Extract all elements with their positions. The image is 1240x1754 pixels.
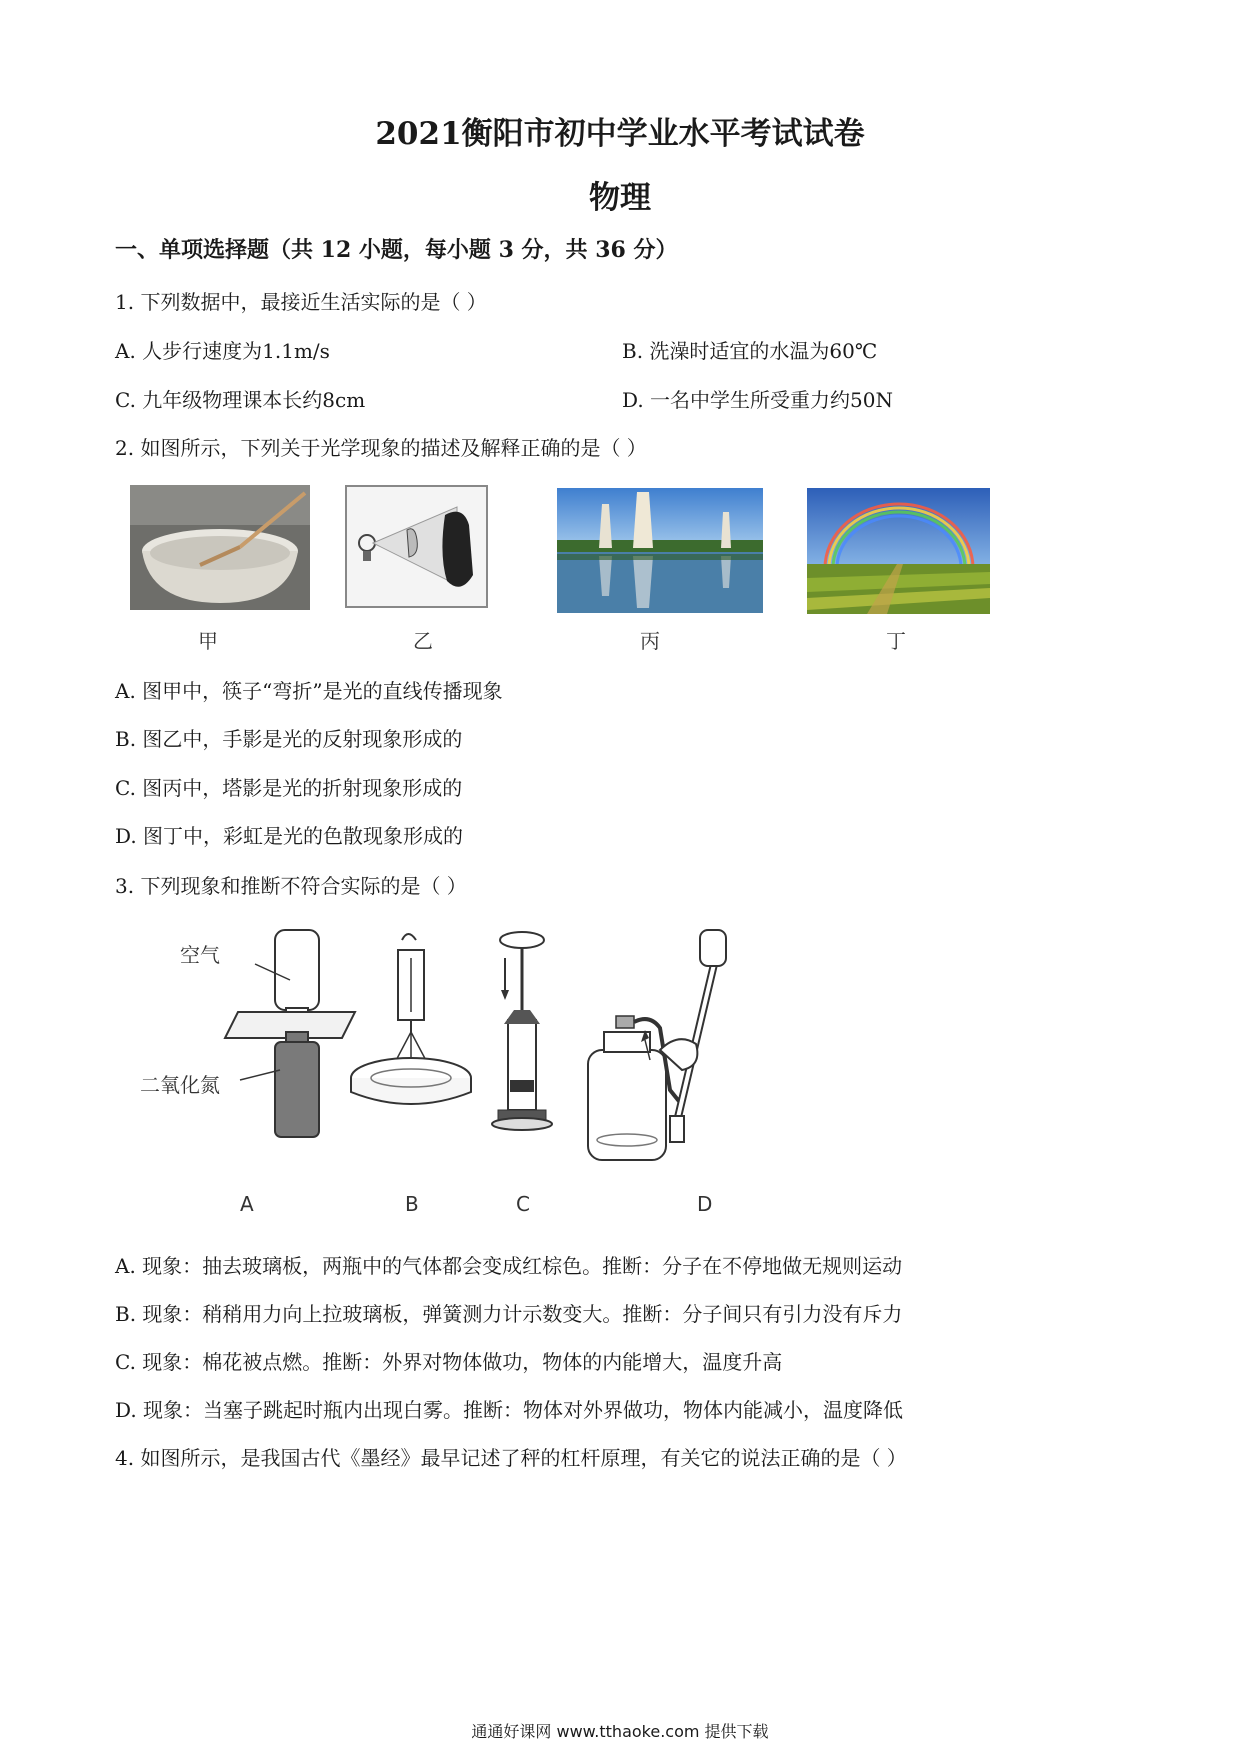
figure-no2-label: 二氧化氮 <box>140 1073 220 1097</box>
question-2-stem: 2. 如图所示，下列关于光学现象的描述及解释正确的是（ ） <box>115 436 647 460</box>
q1-option-d: D. 一名中学生所受重力约50N <box>622 388 893 412</box>
question-3-stem: 3. 下列现象和推断不符合实际的是（ ） <box>115 874 467 898</box>
figure-ding-photo <box>807 488 990 614</box>
q2-option-d: D. 图丁中，彩虹是光的色散现象形成的 <box>115 824 464 848</box>
exam-title: 2021衡阳市初中学业水平考试试卷 <box>375 116 865 152</box>
figure-jia-label: 甲 <box>198 629 218 653</box>
q2-option-c: C. 图丙中，塔影是光的折射现象形成的 <box>115 776 463 800</box>
figure-c-fire-piston <box>492 932 552 1130</box>
q3-option-b: B. 现象：稍稍用力向上拉玻璃板，弹簧测力计示数变大。推断：分子间只有引力没有斥力 <box>115 1302 903 1326</box>
figure-yi-drawing <box>345 485 488 608</box>
figure-bing-photo <box>557 488 763 613</box>
figure-d-pump-bottle <box>588 930 726 1160</box>
q1-option-c: C. 九年级物理课本长约8cm <box>115 388 366 412</box>
figure-a-bottles <box>225 930 355 1137</box>
figure-bing-label: 丙 <box>640 629 660 653</box>
figure-d-label: D <box>697 1192 713 1216</box>
q1-option-a: A. 人步行速度为1.1m/s <box>115 339 330 363</box>
footer-watermark: 通通好课网 www.tthaoke.com 提供下载 <box>471 1722 769 1741</box>
figure-air-label: 空气 <box>180 943 220 967</box>
figure-ding-label: 丁 <box>886 629 906 653</box>
q2-option-b: B. 图乙中，手影是光的反射现象形成的 <box>115 727 463 751</box>
figure-yi-label: 乙 <box>413 629 433 653</box>
figure-a-label: A <box>240 1192 254 1216</box>
question-1-stem: 1. 下列数据中，最接近生活实际的是（ ） <box>115 290 487 314</box>
q2-option-a: A. 图甲中，筷子“弯折”是光的直线传播现象 <box>115 679 503 703</box>
figure-jia-photo <box>130 485 310 610</box>
q3-option-d: D. 现象：当塞子跳起时瓶内出现白雾。推断：物体对外界做功，物体内能减小，温度降低 <box>115 1398 904 1422</box>
figure-b-spring-scale <box>351 934 471 1104</box>
question-3-figure <box>130 920 830 1180</box>
figure-b-label: B <box>405 1192 419 1216</box>
q3-option-c: C. 现象：棉花被点燃。推断：外界对物体做功，物体的内能增大，温度升高 <box>115 1350 783 1374</box>
section-heading: 一、单项选择题（共 12 小题，每小题 3 分，共 36 分） <box>115 237 678 263</box>
q1-option-b: B. 洗澡时适宜的水温为60℃ <box>622 339 878 363</box>
q3-option-a: A. 现象：抽去玻璃板，两瓶中的气体都会变成红棕色。推断：分子在不停地做无规则运动 <box>115 1254 903 1278</box>
figure-c-label: C <box>516 1192 530 1216</box>
subject-title: 物理 <box>589 180 651 216</box>
question-4-stem: 4. 如图所示，是我国古代《墨经》最早记述了秤的杠杆原理，有关它的说法正确的是（ ） <box>115 1446 907 1470</box>
